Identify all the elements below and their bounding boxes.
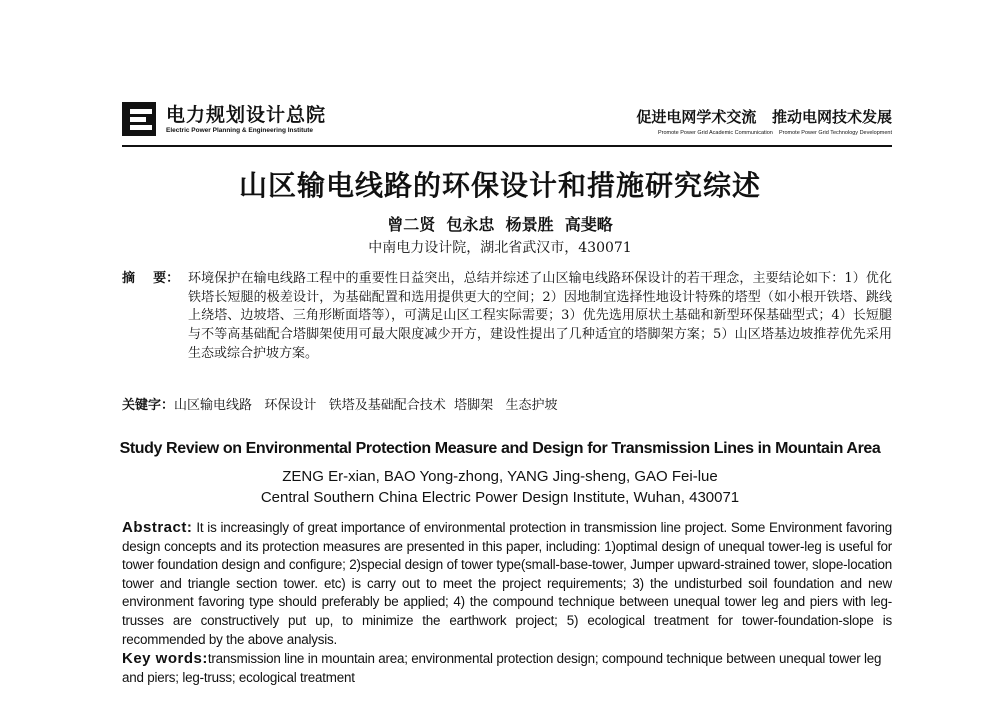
slogan-en: Promote Power Grid Academic Communication Promote Power Grid Technology Development xyxy=(657,130,892,136)
abstract-label-en: Abstract: xyxy=(122,519,193,536)
keywords-label-en: Key words: xyxy=(122,650,208,667)
header-divider xyxy=(122,145,892,147)
keywords-text-en: transmission line in mountain area; environmental protection design; compound technique between unequal tower leg and piers; leg-truss; ecological treatment xyxy=(122,651,882,685)
keywords-cn xyxy=(122,394,892,413)
affiliation-cn: 中南电力设计院，湖北省武汉市，430071 xyxy=(368,240,632,256)
institute-name-en: Electric Power Planning & Engineering Institute xyxy=(166,127,313,134)
abstract-label-cn: 摘 要： xyxy=(122,271,180,286)
abstract-text-en: It is increasingly of great importance of environmental protection in transmission line project. Some Environment favoring design concepts and its protection measures are presented in this paper, including: 1)optimal design of unequal tower-leg is useful for tower foundation design and configure; 2)special design of tower type(small-base-tower, Jumper upward-strained tower, slope-location tower and triangle section tower. etc) is carry out to meet the project requirements; 3) the undisturbed soil foundation and new environment favoring type should preferably be applied; 4) the compound technique between unequal tower leg and piers with leg-trusses are constructively put up, to minimize the earthwork project; 5) ecological treatment for tower-foundation-slope is recommended by the above analysis. xyxy=(122,520,892,647)
paper-title-en: Study Review on Environmental Protection Measure and Design for Transmission Lines in Mountain Area xyxy=(119,440,881,457)
abstract-cn xyxy=(122,270,892,364)
keywords-label-cn: 关键字： xyxy=(122,398,175,413)
journal-header xyxy=(122,100,892,142)
abstract-en xyxy=(122,519,892,649)
institute-name-cn: 电力规划设计总院 xyxy=(166,104,327,126)
abstract-text-cn: 环境保护在输电线路工程中的重要性日益突出，总结并综述了山区输电线路环保设计的若干理念，主要结论如下：1）优化铁塔长短腿的极差设计，为基础配置和选用提供更大的空间；2）因地制宜选择性地设计特殊的塔型（如小根开铁塔、跳线上绕塔、边坡塔、三角形断面塔等），可满足山区工程实际需要；3）优先选用原状土基础和新型环保基础型式；4）长短腿与不等高基础配合塔脚架使用可最大限度减少开方，建设性提出了几种适宜的塔脚架方案；5）山区塔基边坡推荐优先采用生态或综合护坡方案。 xyxy=(188,271,892,361)
institute-logo-icon xyxy=(122,102,156,136)
keywords-text-cn: 山区输电线路 环保设计 铁塔及基础配合技术 塔脚架 生态护坡 xyxy=(174,398,558,413)
paper-title-cn: 山区输电线路的环保设计和措施研究综述 xyxy=(238,169,761,202)
keywords-en xyxy=(122,650,892,687)
authors-cn: 曾二贤 包永忠 杨景胜 高斐略 xyxy=(387,215,613,234)
authors-en: ZENG Er-xian, BAO Yong-zhong, YANG Jing-sheng, GAO Fei-lue xyxy=(282,468,718,485)
slogan-cn: 促进电网学术交流 推动电网技术发展 xyxy=(636,108,892,126)
affiliation-en: Central Southern China Electric Power Design Institute, Wuhan, 430071 xyxy=(260,489,740,506)
